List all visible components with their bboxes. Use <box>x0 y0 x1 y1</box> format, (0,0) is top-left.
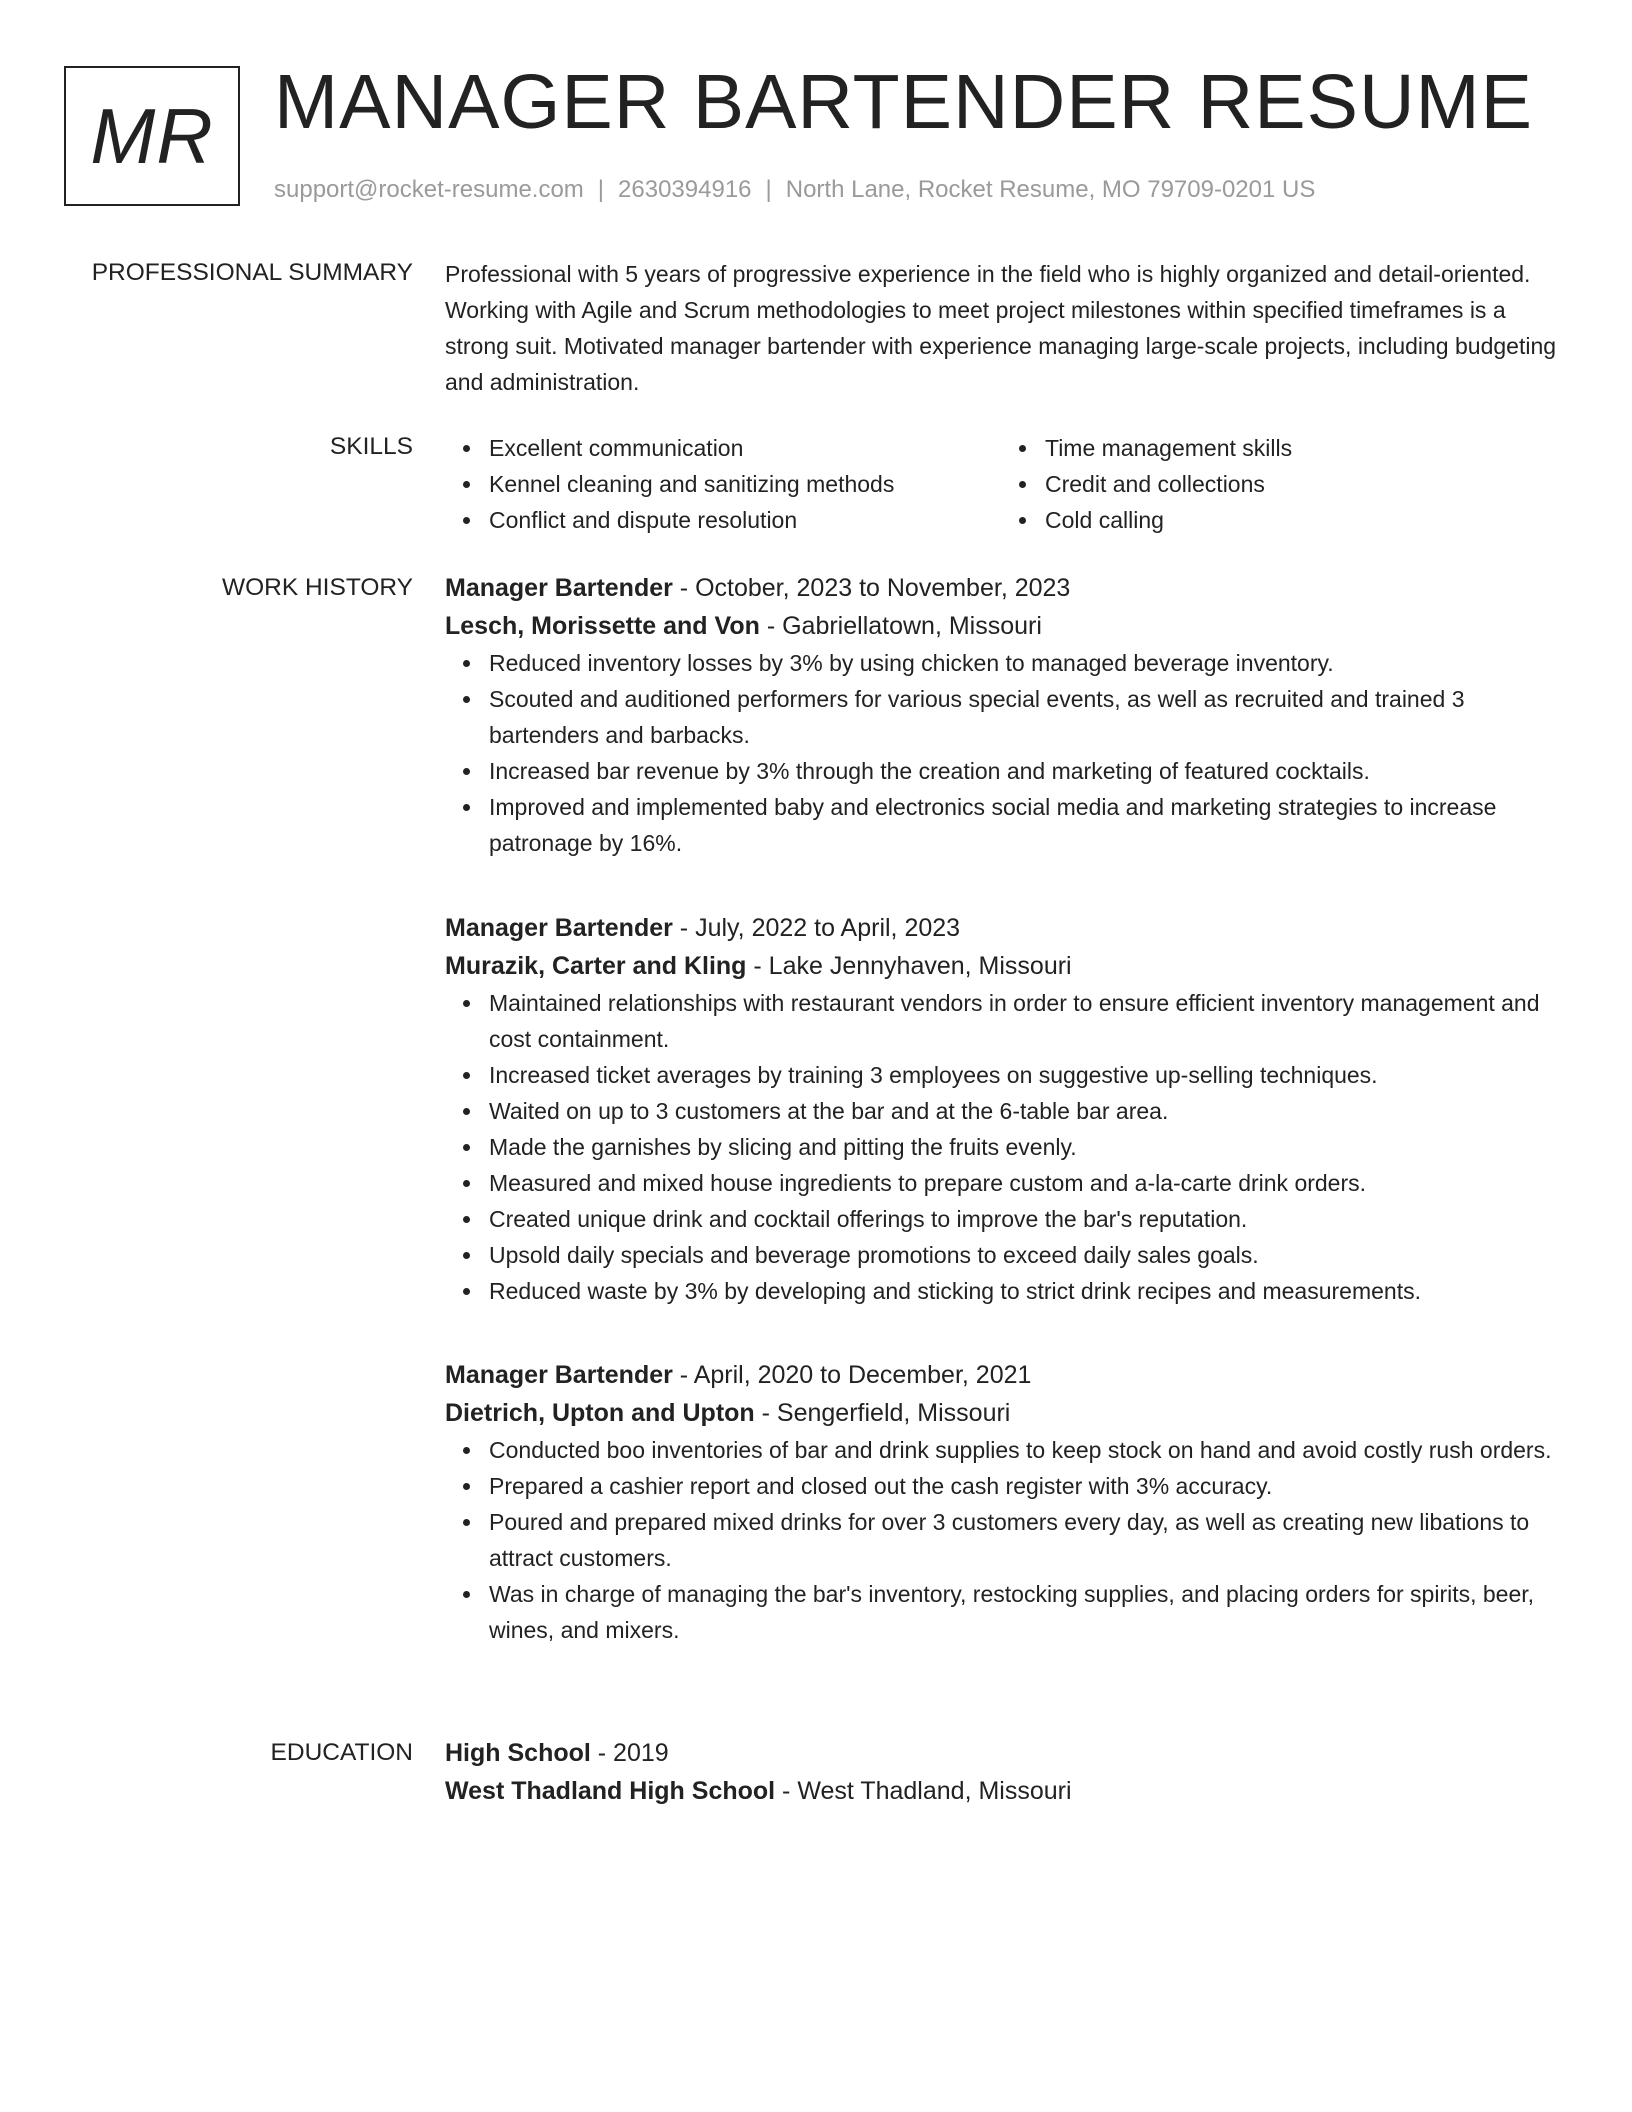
job-bullet: Increased ticket averages by training 3 employees on suggestive up-selling techniques. <box>489 1057 1557 1093</box>
job-bullet: Poured and prepared mixed drinks for over 3 customers every day, as well as creating new libations to attract customers. <box>489 1504 1557 1576</box>
monogram-logo: MR <box>64 66 240 206</box>
job-dates: - July, 2022 to April, 2023 <box>672 914 961 942</box>
education-school-line <box>445 1772 1557 1810</box>
job-company: Dietrich, Upton and Upton <box>445 1399 755 1427</box>
job-company: Lesch, Morissette and Von <box>445 612 760 640</box>
job-bullet: Conducted boo inventories of bar and drink supplies to keep stock on hand and avoid costly rush orders. <box>489 1432 1557 1468</box>
job-bullets <box>445 985 1557 1309</box>
job-bullet: Upsold daily specials and beverage promotions to exceed daily sales goals. <box>489 1237 1557 1273</box>
job-bullet: Waited on up to 3 customers at the bar and at the 6-table bar area. <box>489 1093 1557 1129</box>
job-company-line <box>445 1394 1557 1432</box>
job-location: - Gabriellatown, Missouri <box>759 612 1042 640</box>
job-bullet: Reduced inventory losses by 3% by using chicken to managed beverage inventory. <box>489 645 1557 681</box>
job-bullet: Increased bar revenue by 3% through the creation and marketing of featured cocktails. <box>489 753 1557 789</box>
job-title-line <box>445 909 1557 947</box>
education-location: - West Thadland, Missouri <box>775 1777 1072 1805</box>
education-entry <box>445 1734 1557 1810</box>
job-title-line <box>445 569 1557 607</box>
job-entry <box>445 909 1557 1309</box>
job-company: Murazik, Carter and Kling <box>445 952 747 980</box>
contact-phone: 2630394916 <box>618 176 752 203</box>
job-bullet: Created unique drink and cocktail offerings to improve the bar's reputation. <box>489 1201 1557 1237</box>
job-bullet: Made the garnishes by slicing and pitting the fruits evenly. <box>489 1129 1557 1165</box>
education-year: - 2019 <box>590 1739 669 1767</box>
summary-text: Professional with 5 years of progressive experience in the field who is highly organized and detail-oriented. Working with Agile and Scrum methodologies to meet project milestones within specified timeframes is a strong suit. Motivated manager bartender with experience managing large-scale projects, including budgeting and administration. <box>445 261 1557 395</box>
job-dates: - October, 2023 to November, 2023 <box>672 574 1071 602</box>
summary-body <box>445 256 1557 400</box>
contact-address: North Lane, Rocket Resume, MO 79709-0201 US <box>785 176 1316 203</box>
job-title: Manager Bartender <box>445 914 673 942</box>
skill-item: Excellent communication <box>489 430 1001 466</box>
job-entry <box>445 569 1557 861</box>
skills-list-right <box>1001 430 1557 538</box>
education-heading: EDUCATION <box>270 1739 413 1766</box>
skills-body <box>445 430 1557 538</box>
job-company-line <box>445 947 1557 985</box>
job-dates: - April, 2020 to December, 2021 <box>672 1361 1032 1389</box>
page-title: MANAGER BARTENDER RESUME <box>274 59 1534 145</box>
job-bullets <box>445 645 1557 861</box>
skill-item: Credit and collections <box>1045 466 1557 502</box>
education-degree: High School <box>445 1739 591 1767</box>
job-bullet: Prepared a cashier report and closed out the cash register with 3% accuracy. <box>489 1468 1557 1504</box>
contact-separator: | <box>597 176 605 203</box>
job-bullet: Was in charge of managing the bar's inventory, restocking supplies, and placing orders for spirits, beer, wines, and mixers. <box>489 1576 1557 1648</box>
skill-item: Time management skills <box>1045 430 1557 466</box>
skill-item: Cold calling <box>1045 502 1557 538</box>
summary-heading: PROFESSIONAL SUMMARY <box>91 259 413 286</box>
skills-list-left <box>445 430 1001 538</box>
skill-item: Kennel cleaning and sanitizing methods <box>489 466 1001 502</box>
job-location: - Lake Jennyhaven, Missouri <box>746 952 1072 980</box>
skills-heading: SKILLS <box>329 433 413 460</box>
job-bullet: Scouted and auditioned performers for various special events, as well as recruited and trained 3 bartenders and barbacks. <box>489 681 1557 753</box>
job-title: Manager Bartender <box>445 1361 673 1389</box>
job-company-line <box>445 607 1557 645</box>
job-location: - Sengerfield, Missouri <box>754 1399 1011 1427</box>
contact-email: support@rocket-resume.com <box>274 176 584 203</box>
work-heading: WORK HISTORY <box>221 574 413 601</box>
job-bullet: Maintained relationships with restaurant vendors in order to ensure efficient inventory management and cost containment. <box>489 985 1557 1057</box>
job-bullet: Reduced waste by 3% by developing and sticking to strict drink recipes and measurements. <box>489 1273 1557 1309</box>
job-entry <box>445 1356 1557 1648</box>
education-degree-line <box>445 1734 1557 1772</box>
job-title: Manager Bartender <box>445 574 673 602</box>
job-bullet: Measured and mixed house ingredients to prepare custom and a-la-carte drink orders. <box>489 1165 1557 1201</box>
contact-line <box>274 174 1315 206</box>
job-title-line <box>445 1356 1557 1394</box>
job-bullet: Improved and implemented baby and electronics social media and marketing strategies to increase patronage by 16%. <box>489 789 1557 861</box>
job-bullets <box>445 1432 1557 1648</box>
skill-item: Conflict and dispute resolution <box>489 502 1001 538</box>
contact-separator: | <box>765 176 772 203</box>
education-school: West Thadland High School <box>445 1777 776 1805</box>
